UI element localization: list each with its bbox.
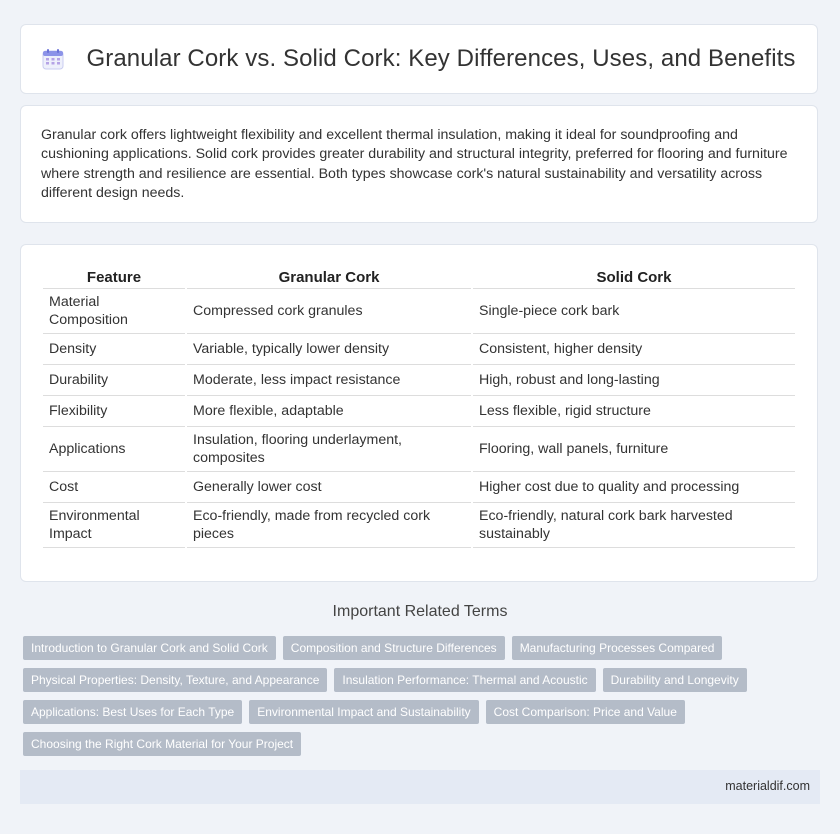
solid-cell: Flooring, wall panels, furniture <box>473 427 795 472</box>
table-row <box>43 472 795 503</box>
solid-cell: Consistent, higher density <box>473 334 795 365</box>
comparison-table <box>41 267 797 548</box>
granular-cell: Generally lower cost <box>187 472 471 503</box>
feature-cell: Environmental Impact <box>43 503 185 548</box>
comparison-table-card <box>20 244 818 582</box>
table-row <box>43 503 795 548</box>
related-term-tag[interactable]: Environmental Impact and Sustainability <box>249 700 478 724</box>
related-term-tag[interactable]: Durability and Longevity <box>603 668 747 692</box>
related-term-tag[interactable]: Cost Comparison: Price and Value <box>486 700 685 724</box>
table-row <box>43 396 795 427</box>
related-term-tag[interactable]: Insulation Performance: Thermal and Acoustic <box>334 668 595 692</box>
column-header-solid: Solid Cork <box>473 267 795 289</box>
table-row <box>43 289 795 334</box>
page-title: Granular Cork vs. Solid Cork: Key Differences, Uses, and Benefits <box>86 45 796 72</box>
granular-cell: More flexible, adaptable <box>187 396 471 427</box>
table-row <box>43 427 795 472</box>
related-term-tag[interactable]: Physical Properties: Density, Texture, and Appearance <box>23 668 327 692</box>
footer <box>20 770 820 804</box>
granular-cell: Insulation, flooring underlayment, composites <box>187 427 471 472</box>
feature-cell: Durability <box>43 365 185 396</box>
column-header-feature: Feature <box>43 267 185 289</box>
granular-cell: Compressed cork granules <box>187 289 471 334</box>
granular-cell: Variable, typically lower density <box>187 334 471 365</box>
table-header-row <box>43 267 795 289</box>
table-row <box>43 365 795 396</box>
calendar-icon <box>42 48 64 70</box>
solid-cell: Single-piece cork bark <box>473 289 795 334</box>
intro-paragraph: Granular cork offers lightweight flexibility and excellent thermal insulation, making it ideal for soundproofing and cushioning applications. Solid cork provides greater durability and structural integrity, preferred for flooring and furniture where strength and resilience are essential. Both types showcase cork's natural sustainability and versatility across different design needs. <box>41 127 788 202</box>
related-term-tag[interactable]: Manufacturing Processes Compared <box>512 636 723 660</box>
related-terms-title: Important Related Terms <box>332 603 508 620</box>
solid-cell: Eco-friendly, natural cork bark harvested sustainably <box>473 503 795 548</box>
granular-cell: Moderate, less impact resistance <box>187 365 471 396</box>
table-row <box>43 334 795 365</box>
related-term-tag[interactable]: Introduction to Granular Cork and Solid Cork <box>23 636 276 660</box>
footer-site-link[interactable]: materialdif.com <box>725 779 810 793</box>
solid-cell: High, robust and long-lasting <box>473 365 795 396</box>
granular-cell: Eco-friendly, made from recycled cork pieces <box>187 503 471 548</box>
solid-cell: Less flexible, rigid structure <box>473 396 795 427</box>
solid-cell: Higher cost due to quality and processing <box>473 472 795 503</box>
header-card <box>20 24 818 94</box>
related-term-tag[interactable]: Applications: Best Uses for Each Type <box>23 700 242 724</box>
related-terms-tags <box>23 636 813 756</box>
feature-cell: Flexibility <box>43 396 185 427</box>
feature-cell: Density <box>43 334 185 365</box>
feature-cell: Applications <box>43 427 185 472</box>
related-term-tag[interactable]: Choosing the Right Cork Material for Your Project <box>23 732 301 756</box>
feature-cell: Material Composition <box>43 289 185 334</box>
title-wrap <box>42 45 795 73</box>
feature-cell: Cost <box>43 472 185 503</box>
column-header-granular: Granular Cork <box>187 267 471 289</box>
related-term-tag[interactable]: Composition and Structure Differences <box>283 636 505 660</box>
intro-card <box>20 105 818 223</box>
